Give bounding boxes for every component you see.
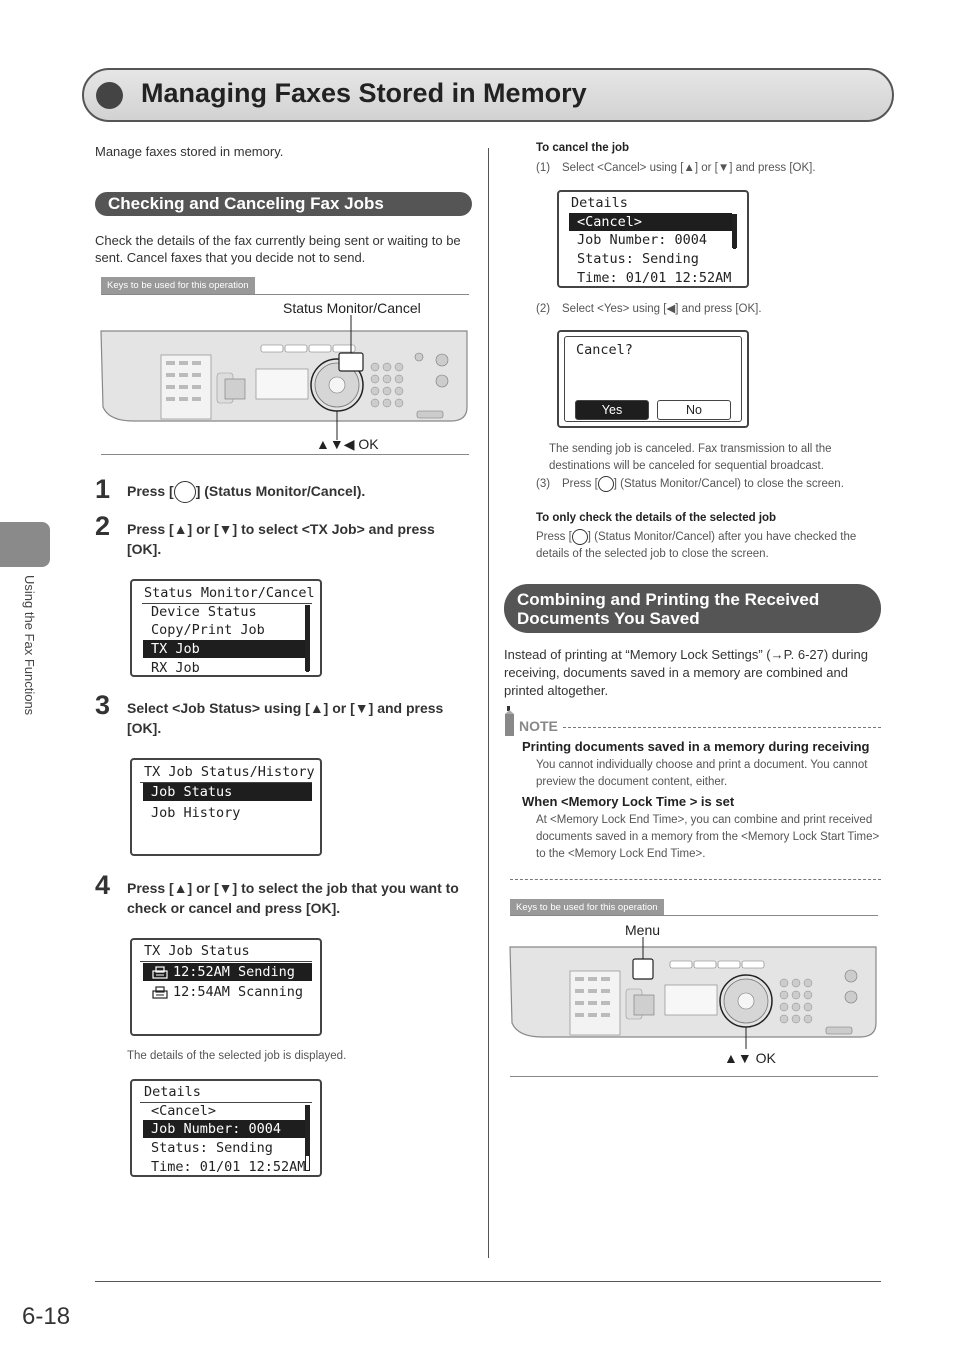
lcd-item: <Cancel> xyxy=(151,1103,217,1119)
step-4-text: Press [▲] or [▼] to select the job that you want to check or cancel and press [OK]. xyxy=(127,880,459,916)
lcd-divider xyxy=(140,961,312,962)
lcd-tx-job xyxy=(130,758,322,856)
page-number: 6-18 xyxy=(22,1303,71,1330)
note-dash-top xyxy=(563,727,881,728)
section2-title-line1: Combining and Printing the Received xyxy=(517,590,820,609)
chapter-label: Using the Fax Functions xyxy=(22,575,37,716)
lcd-item: Status: Sending xyxy=(151,1140,273,1156)
lcd-cancel-confirm xyxy=(557,330,749,428)
keys-rule-bottom xyxy=(101,454,469,455)
lcd-item-selected: Job Status xyxy=(143,783,312,801)
callout-arrows-ok: ▲▼ OK xyxy=(724,1050,776,1066)
lcd-details xyxy=(130,1079,322,1177)
note-dash-bottom xyxy=(510,879,881,880)
cancel-step-3-post: ] (Status Monitor/Cancel) to close the screen. xyxy=(613,478,844,491)
lcd-item-selected: <Cancel> xyxy=(569,213,732,231)
lcd-title: Status Monitor/Cancel xyxy=(144,585,315,601)
lcd-title: Details xyxy=(571,195,628,211)
section-heading-combining xyxy=(504,584,881,633)
lcd-title: Cancel? xyxy=(576,342,633,358)
check-heading: To only check the details of the selected job xyxy=(536,512,777,524)
callout-menu: Menu xyxy=(625,922,661,938)
note-label: NOTE xyxy=(519,718,558,734)
lcd-scrollbar xyxy=(305,605,310,671)
footer-rule xyxy=(95,1281,881,1282)
fax-job-icon xyxy=(152,966,168,979)
step-1-text-post: ] (Status Monitor/Cancel). xyxy=(195,483,366,499)
canceled-text: The sending job is canceled. Fax transmission to all the destinations will be canceled for sequential broadcast. xyxy=(549,443,832,472)
check-text xyxy=(536,529,866,563)
section2-title-line2: Documents You Saved xyxy=(517,609,700,628)
note2-heading: When <Memory Lock Time > is set xyxy=(522,794,735,809)
step-number-2: 2 xyxy=(95,511,111,541)
check-post: ] (Status Monitor/Cancel) after you have checked the details of the selected job to close the screen. xyxy=(536,531,857,561)
callout-arrows-ok: ▲▼◀ OK xyxy=(316,436,379,452)
lcd-item: Time: 01/01 12:52AM xyxy=(577,270,732,286)
fax-job-icon xyxy=(152,986,168,999)
step-number-1: 1 xyxy=(95,474,111,504)
lcd-status-monitor xyxy=(130,579,322,677)
lcd-item: Time: 01/01 12:52AM xyxy=(151,1159,306,1175)
lcd-item: Job Number: 0004 xyxy=(577,232,708,248)
lcd-item-selected: Job Number: 0004 xyxy=(143,1120,305,1138)
check-pre: Press [ xyxy=(536,531,572,544)
cancel-step-3-text xyxy=(562,476,844,493)
chapter-tab xyxy=(0,522,50,567)
pencil-icon xyxy=(504,706,518,738)
section1-text: Check the details of the fax currently being sent or waiting to be sent. Cancel faxes that you decide not to send. xyxy=(95,233,461,265)
status-monitor-key-icon xyxy=(598,476,614,492)
keys-rule xyxy=(101,294,469,295)
step-3-text: Select <Job Status> using [▲] or [▼] and press [OK]. xyxy=(127,700,444,736)
lcd-item: Copy/Print Job xyxy=(151,622,265,638)
keys-rule xyxy=(510,915,878,916)
lcd-item: Status: Sending xyxy=(577,251,699,267)
section-heading-checking: Checking and Canceling Fax Jobs xyxy=(95,192,472,216)
lcd-item: Device Status xyxy=(151,604,257,620)
callout-status-monitor: Status Monitor/Cancel xyxy=(283,300,421,316)
lcd-scrollbar xyxy=(305,1105,310,1171)
details-caption: The details of the selected job is displayed. xyxy=(127,1050,347,1062)
keys-tag: Keys to be used for this operation xyxy=(101,277,255,294)
title-bullet-icon xyxy=(96,82,123,109)
control-panel-illustration xyxy=(99,315,471,445)
lcd-item: RX Job xyxy=(151,660,200,676)
section2-text: Instead of printing at “Memory Lock Settings” (→P. 6-27) during receiving, documents saved in a memory are combined and printed altogether. xyxy=(504,647,868,698)
lcd-title: TX Job Status xyxy=(144,943,250,959)
cancel-step-3-num: (3) xyxy=(536,478,551,490)
no-button[interactable]: No xyxy=(657,400,731,420)
note1-text: You cannot individually choose and print a document. You cannot preview the document content, either. xyxy=(536,759,868,788)
note1-heading: Printing documents saved in a memory during receiving xyxy=(522,739,870,754)
cancel-step-3-pre: Press [ xyxy=(562,478,598,491)
cancel-step-2-text: Select <Yes> using [◀] and press [OK]. xyxy=(562,303,762,315)
control-panel-illustration xyxy=(508,937,880,1057)
cancel-heading: To cancel the job xyxy=(536,142,630,154)
lcd-job-sending: 12:52AM Sending xyxy=(143,963,312,981)
status-monitor-key-icon xyxy=(174,481,196,503)
intro-text: Manage faxes stored in memory. xyxy=(95,144,284,159)
step-number-4: 4 xyxy=(95,870,111,900)
cancel-step-1-num: (1) xyxy=(536,162,551,174)
step-2-text: Press [▲] or [▼] to select <TX Job> and press [OK]. xyxy=(127,521,435,557)
cancel-step-1-text: Select <Cancel> using [▲] or [▼] and press [OK]. xyxy=(562,162,816,174)
lcd-item: Job History xyxy=(151,805,241,821)
lcd-title: TX Job Status/History xyxy=(144,764,315,780)
page-title: Managing Faxes Stored in Memory xyxy=(141,78,587,108)
yes-button[interactable]: Yes xyxy=(575,400,649,420)
lcd-scrollbar xyxy=(732,214,737,248)
lcd-title: Details xyxy=(144,1084,201,1100)
keys-tag: Keys to be used for this operation xyxy=(510,899,664,916)
keys-rule-bottom xyxy=(510,1076,878,1077)
step-1-text-pre: Press [ xyxy=(127,483,174,499)
step-1-text xyxy=(127,481,365,503)
lcd-details-cancel xyxy=(557,190,749,288)
step-number-3: 3 xyxy=(95,690,111,720)
note2-text: At <Memory Lock End Time>, you can combine and print received documents saved in a memory from the <Memory Lock Start Time> to the <Memory Lock End Time>. xyxy=(536,814,880,860)
cancel-step-2-num: (2) xyxy=(536,303,551,315)
lcd-tx-job-status xyxy=(130,938,322,1036)
lcd-item-selected: TX Job xyxy=(143,640,305,658)
status-monitor-key-icon xyxy=(572,529,588,545)
column-divider xyxy=(488,148,489,1258)
lcd-job-scanning: 12:54AM Scanning xyxy=(173,984,304,1000)
